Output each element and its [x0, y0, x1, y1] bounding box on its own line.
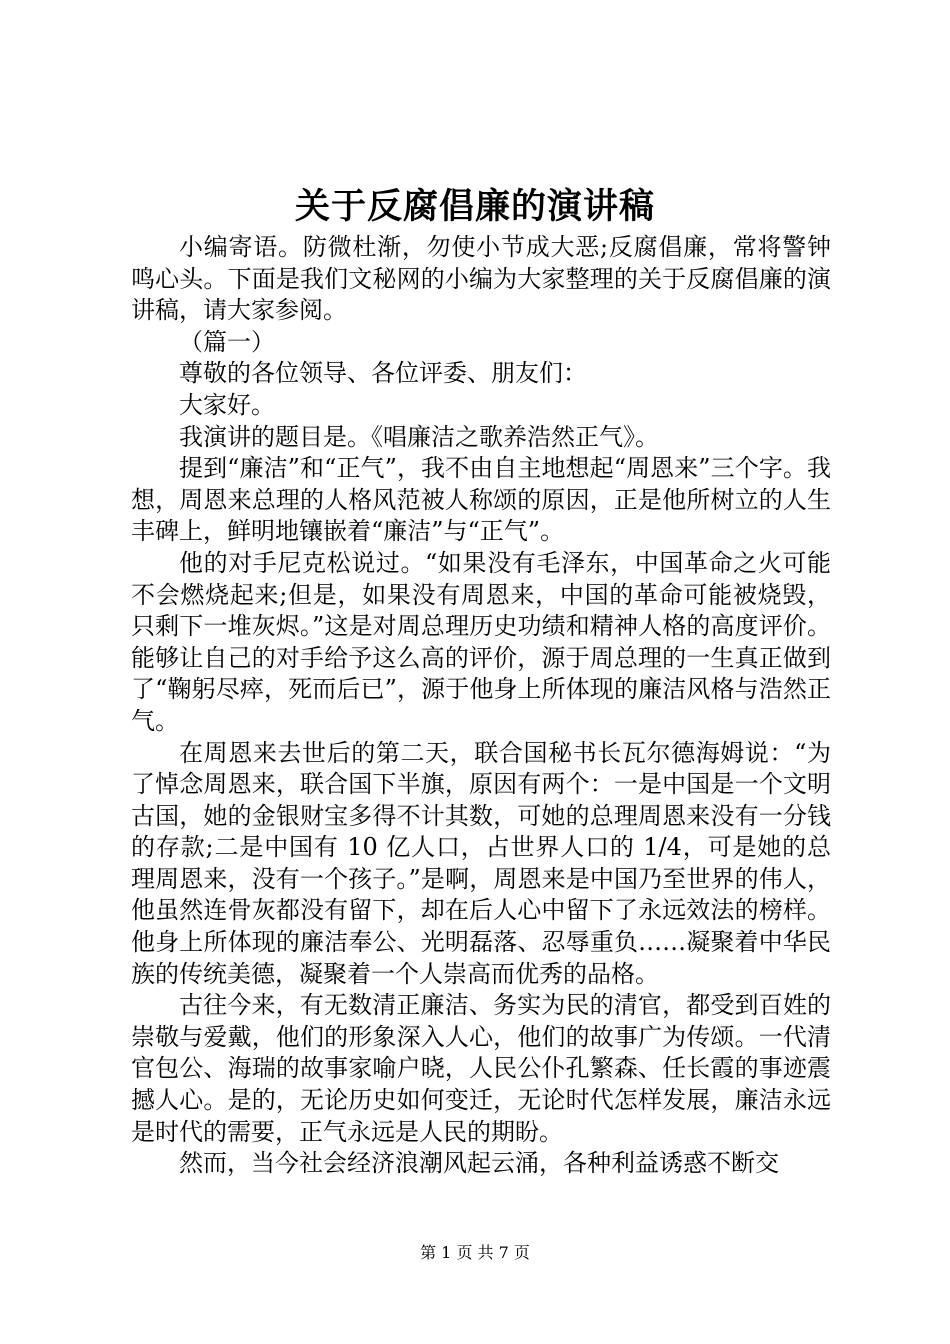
paragraph-section-label: （篇一） — [179, 327, 275, 356]
paragraph-topic: 我演讲的题目是。《唱廉洁之歌养浩然正气》。 — [179, 422, 659, 451]
paragraph-body: 古往今来，有无数清正廉洁、务实为民的清官，都受到百姓的崇敬与爱戴，他们的形象深入人心，他们的故事广为传颂。一代清官包公、海瑞的故事家喻户晓，人民公仆孔繁森、任长霞的事迹震撼人心。是的，无论历史如何变迁，无论时代怎样发展，廉洁永远是时代的需要，正气永远是人民的期盼。 — [131, 991, 831, 1146]
paragraph-body: 在周恩来去世后的第二天，联合国秘书长瓦尔德海姆说：“为了悼念周恩来，联合国下半旗，原因有两个：一是中国是一个文明古国，她的金银财宝多得不计其数，可她的总理周恩来没有一分钱的存款;二是中国有 10 亿人口，占世界人口的 1/4，可是她的总理周恩来，没有一个孩子。”是啊，周恩来是中国乃至世界的伟人，他虽然连骨灰都没有留下，却在后人心中留下了永远效法的榜样。他身上所体现的廉洁奉公、光明磊落、忍辱重负……凝聚着中华民族的传统美德，凝聚着一个人崇高而优秀的品格。 — [131, 738, 831, 988]
paragraph-greeting: 大家好。 — [179, 390, 275, 419]
document-title: 关于反腐倡廉的演讲稿 — [294, 186, 655, 227]
document-body — [131, 232, 831, 1180]
paragraph-body: 然而，当今社会经济浪潮风起云涌，各种利益诱惑不断交 — [179, 1149, 779, 1178]
page-number-footer: 第 1 页 共 7 页 — [420, 1243, 530, 1262]
paragraph-body: 提到“廉洁”和“正气”，我不由自主地想起“周恩来”三个字。我想，周恩来总理的人格风范被人称颂的原因，正是他所树立的人生丰碑上，鲜明地镶嵌着“廉洁”与“正气”。 — [131, 454, 831, 546]
paragraph-body: 他的对手尼克松说过。“如果没有毛泽东，中国革命之火可能不会燃烧起来;但是，如果没有周恩来，中国的革命可能被烧毁，只剩下一堆灰烬。”这是对周总理历史功绩和精神人格的高度评价。能够让自己的对手给予这么高的评价，源于周总理的一生真正做到了“鞠躬尽瘁，死而后已”，源于他身上所体现的廉洁风格与浩然正气。 — [131, 548, 831, 735]
paragraph-intro: 小编寄语。防微杜渐，勿使小节成大恶;反腐倡廉，常将警钟鸣心头。下面是我们文秘网的小编为大家整理的关于反腐倡廉的演讲稿，请大家参阅。 — [131, 233, 831, 325]
paragraph-salutation: 尊敬的各位领导、各位评委、朋友们： — [179, 359, 587, 388]
